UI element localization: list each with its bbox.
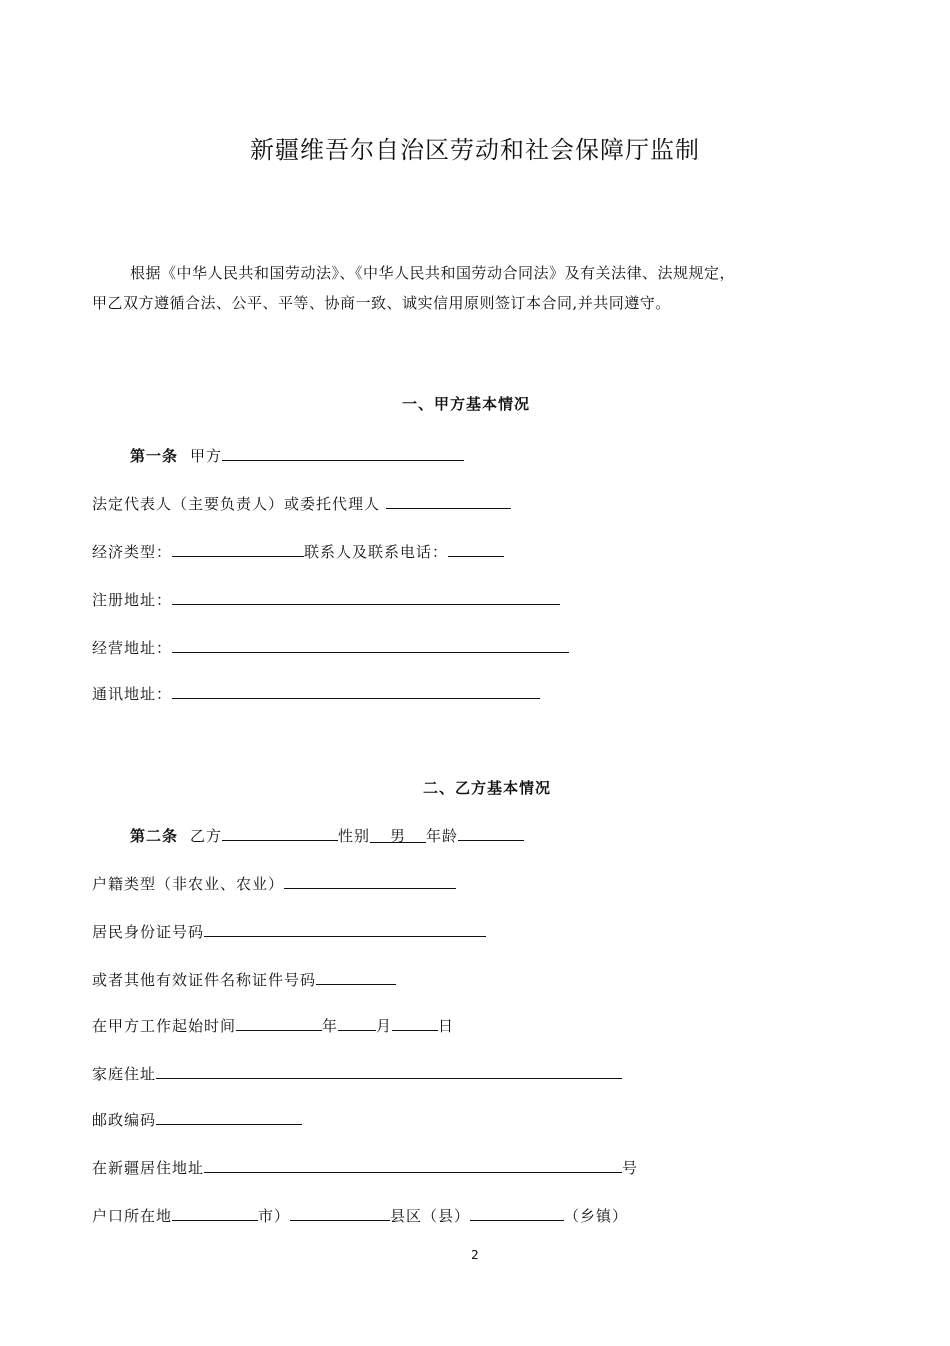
- xinjiang-address-blank[interactable]: [204, 1154, 622, 1173]
- econ-type-blank[interactable]: [172, 538, 304, 557]
- hukou-type-label: 户籍类型（非农业、农业）: [92, 875, 285, 893]
- postcode-blank[interactable]: [156, 1106, 302, 1125]
- mail-addr-blank[interactable]: [172, 680, 540, 699]
- contact-blank[interactable]: [448, 538, 504, 557]
- section-1-heading: 一、甲方基本情况: [402, 395, 531, 413]
- start-day-blank[interactable]: [392, 1012, 438, 1031]
- start-year-blank[interactable]: [236, 1012, 322, 1031]
- id-number-label: 居民身份证号码: [92, 923, 205, 941]
- id-number-blank[interactable]: [204, 918, 486, 937]
- xinjiang-address-label: 在新疆居住地址: [92, 1159, 205, 1177]
- hukou-type-line: [92, 870, 456, 896]
- party-b-blank[interactable]: [222, 822, 338, 841]
- mail-addr-label: 通讯地址：: [92, 685, 173, 703]
- city-blank[interactable]: [172, 1202, 258, 1221]
- article-1-label: 第一条: [130, 447, 179, 465]
- reg-addr-blank[interactable]: [172, 586, 560, 605]
- county-label: 县区（县）: [390, 1207, 471, 1225]
- xinjiang-address-suffix: 号: [622, 1159, 639, 1177]
- age-label: 年龄: [426, 827, 459, 845]
- city-label: 市）: [258, 1207, 291, 1225]
- hukou-location-label: 户口所在地: [92, 1207, 173, 1225]
- legal-rep-blank[interactable]: [386, 490, 511, 509]
- party-a-label: 甲方: [190, 447, 223, 465]
- town-blank[interactable]: [470, 1202, 564, 1221]
- biz-addr-line: [92, 634, 569, 660]
- postcode-line: [92, 1106, 302, 1132]
- month-label: 月: [376, 1017, 393, 1035]
- id-number-line: [92, 918, 486, 944]
- hukou-location-line: [92, 1202, 628, 1228]
- econ-type-label: 经济类型：: [92, 543, 173, 561]
- intro-line-1: 根据《中华人民共和国劳动法》、《中华人民共和国劳动合同法》及有关法律、法规规定，: [130, 264, 736, 282]
- article-2-party-b-line: [130, 822, 524, 848]
- start-date-label: 在甲方工作起始时间: [92, 1017, 237, 1035]
- county-blank[interactable]: [290, 1202, 390, 1221]
- legal-rep-label: 法定代表人（主要负责人）或委托代理人: [92, 495, 381, 513]
- home-address-blank[interactable]: [156, 1060, 622, 1079]
- age-blank[interactable]: [458, 822, 524, 841]
- section-2-heading: 二、乙方基本情况: [423, 779, 552, 797]
- hukou-type-blank[interactable]: [284, 870, 456, 889]
- xinjiang-address-line: [92, 1154, 638, 1180]
- page-number: 2: [471, 1248, 479, 1262]
- legal-rep-line: [92, 490, 511, 516]
- home-address-label: 家庭住址: [92, 1065, 157, 1083]
- party-b-label: 乙方: [190, 827, 223, 845]
- town-label: （乡镇）: [564, 1207, 629, 1225]
- gender-value[interactable]: 男: [370, 824, 426, 843]
- day-label: 日: [438, 1017, 455, 1035]
- reg-addr-label: 注册地址：: [92, 591, 173, 609]
- other-id-line: [92, 966, 396, 992]
- year-label: 年: [322, 1017, 339, 1035]
- mail-addr-line: [92, 680, 540, 706]
- contact-label: 联系人及联系电话：: [304, 543, 449, 561]
- intro-paragraph: [92, 258, 862, 318]
- reg-addr-line: [92, 586, 560, 612]
- biz-addr-label: 经营地址：: [92, 639, 173, 657]
- party-a-blank[interactable]: [222, 442, 464, 461]
- home-address-line: [92, 1060, 622, 1086]
- intro-line-2: 甲乙双方遵循合法、公平、平等、协商一致、诚实信用原则签订本合同,并共同遵守。: [92, 294, 671, 312]
- postcode-label: 邮政编码: [92, 1111, 157, 1129]
- other-id-blank[interactable]: [316, 966, 396, 985]
- start-date-line: [92, 1012, 454, 1038]
- biz-addr-blank[interactable]: [172, 634, 569, 653]
- article-2-label: 第二条: [130, 827, 179, 845]
- econ-type-line: [92, 538, 504, 564]
- article-1-party-a-line: [130, 442, 464, 468]
- gender-label: 性别: [338, 827, 371, 845]
- document-title: 新疆维吾尔自治区劳动和社会保障厅监制: [250, 136, 700, 164]
- other-id-label: 或者其他有效证件名称证件号码: [92, 971, 317, 989]
- start-month-blank[interactable]: [338, 1012, 376, 1031]
